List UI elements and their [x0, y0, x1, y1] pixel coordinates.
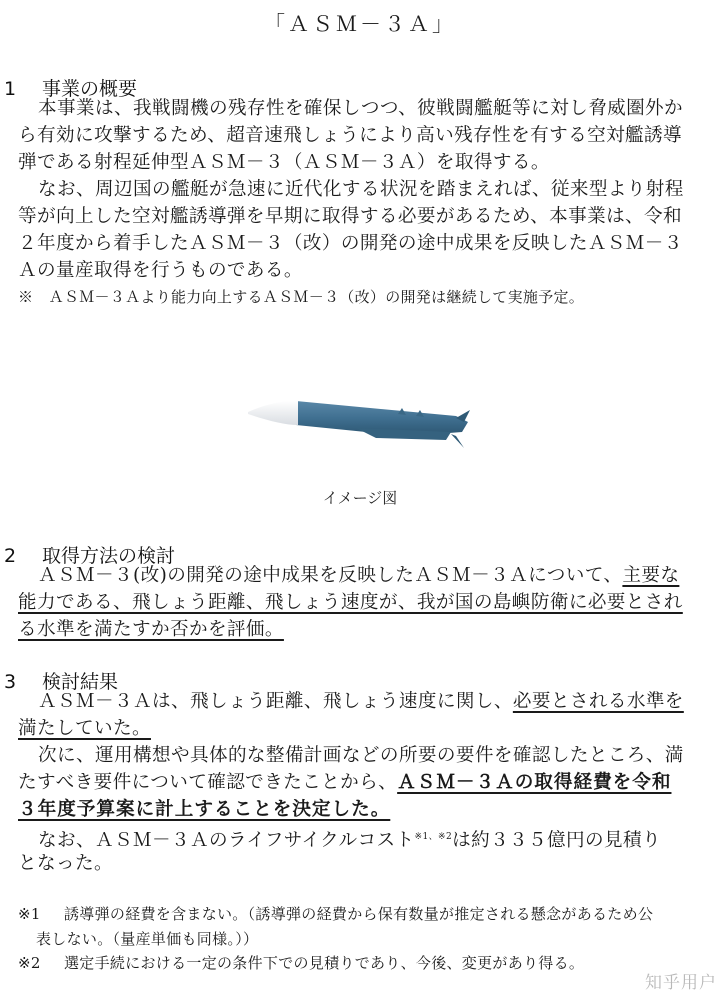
- underlined-text: 主要な: [622, 565, 680, 586]
- footnote-1: ※1 誘導弾の経費を含まない。（誘導弾の経費から保有数量が推定される懸念があるため公: [18, 905, 654, 923]
- section-number: 2: [4, 545, 17, 567]
- section-number: 3: [4, 671, 17, 693]
- paragraph-line: ら有効に攻撃するため、超音速飛しょうにより高い残存性を有する空対艦誘導: [18, 125, 683, 146]
- paragraph-line: 本事業は、我戦闘機の残存性を確保しつつ、彼戦闘艦艇等に対し脅威圏外か: [38, 98, 684, 119]
- bold-underlined-text: ３年度予算案に計上することを決定した。: [18, 799, 391, 820]
- paragraph-line: 等が向上した空対艦誘導弾を早期に取得する必要があるため、本事業は、令和: [18, 206, 683, 227]
- footnote-mark: ※1: [18, 905, 41, 923]
- paragraph-line: 次に、運用構想や具体的な整備計画などの所要の要件を確認したところ、満: [38, 745, 684, 766]
- section-title: 検討結果: [42, 671, 119, 693]
- paragraph-line: ２年度から着手したＡＳＭ－３（改）の開発の途中成果を反映したＡＳＭ－３: [18, 233, 683, 254]
- footnote-reference: ※1、※2: [414, 832, 453, 842]
- underlined-text: る水準を満たすか否かを評価。: [18, 619, 284, 640]
- paragraph-line: [18, 590, 706, 616]
- bold-underlined-text: ＡＳＭ－３Ａの取得経費を令和: [397, 772, 672, 793]
- footnote-2: ※2 選定手続における一定の条件下での見積りであり、今後、変更があり得る。: [18, 954, 585, 972]
- paragraph-line: たすべき要件について確認できたことから、ＡＳＭ－３Ａの取得経費を令和: [18, 772, 672, 793]
- paragraph-line: 弾である射程延伸型ＡＳＭ－３（ＡＳＭ－３Ａ）を取得する。: [18, 152, 550, 173]
- paragraph-line: [18, 617, 706, 643]
- section-number: 1: [4, 78, 17, 100]
- paragraph-line: となった。: [18, 853, 113, 874]
- paragraph-line: ＡＳＭ－３(改)の開発の途中成果を反映したＡＳＭ－３Ａについて、主要な: [38, 565, 680, 586]
- paragraph-line: Ａの量産取得を行うものである。: [18, 260, 303, 281]
- paragraph-line: [18, 716, 706, 742]
- watermark: 知乎用户: [645, 973, 717, 993]
- footnote-1-continued: 表しない。（量産単価も同様。））: [36, 930, 259, 948]
- underlined-text: 能力である、飛しょう距離、飛しょう速度が、我が国の島嶼防衛に必要とされ: [18, 592, 683, 613]
- document-title: 「ＡＳＭ－３Ａ」: [264, 12, 456, 36]
- footnote-mark: ※2: [18, 954, 41, 972]
- missile-icon: [246, 392, 476, 454]
- paragraph-line: ＡＳＭ－３Ａは、飛しょう距離、飛しょう速度に関し、必要とされる水準を: [38, 691, 684, 712]
- underlined-text: 満たしていた。: [18, 718, 151, 739]
- section-title: 事業の概要: [42, 78, 138, 100]
- section-title: 取得方法の検討: [42, 545, 176, 567]
- underlined-text: 必要とされる水準を: [512, 691, 684, 712]
- paragraph-line: なお、ＡＳＭ－３Ａのライフサイクルコスト$^{※1、※2}$は約３３５億円の見積り: [38, 830, 662, 852]
- section-1-note: ※ ＡＳＭ－３Ａより能力向上するＡＳＭ－３（改）の開発は継続して実施予定。: [18, 288, 585, 306]
- paragraph-line: なお、周辺国の艦艇が急速に近代化する状況を踏まえれば、従来型より射程: [38, 179, 684, 200]
- paragraph-line: [18, 797, 706, 823]
- missile-image: [246, 392, 476, 454]
- figure-caption: イメージ図: [322, 489, 398, 507]
